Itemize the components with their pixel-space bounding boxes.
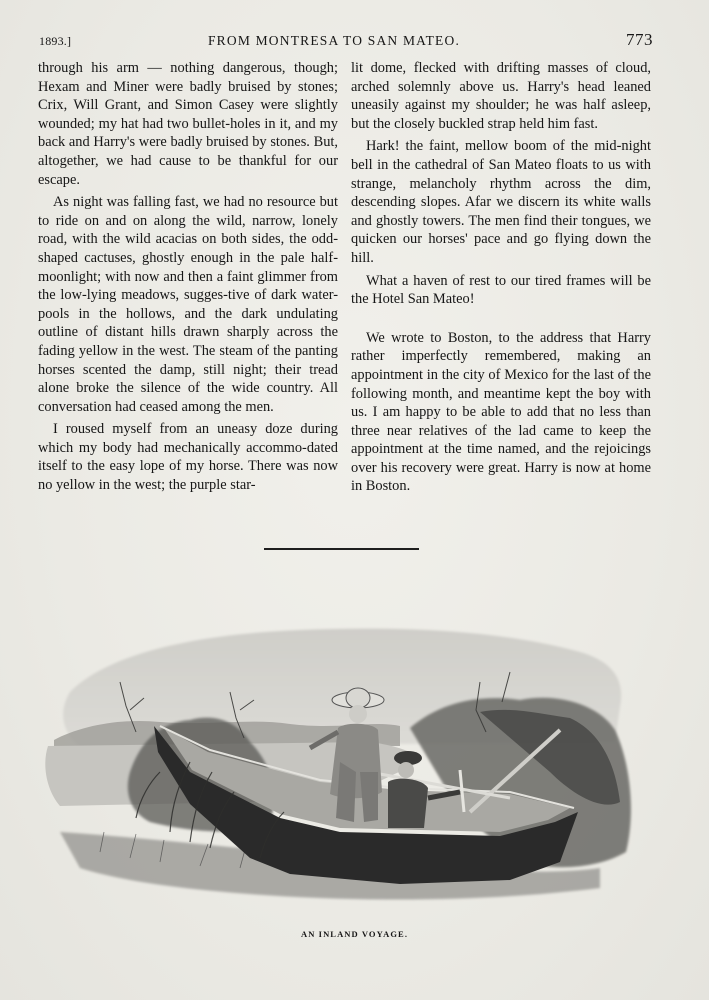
right-paragraph-3: What a haven of rest to our tired frames will be the Hotel San Mateo!: [351, 272, 651, 308]
right-paragraph-4: We wrote to Boston, to the address that Harry rather imperfectly remembered, making an appointment in the city of Mexico for the last of the following month, and meantime kept the boy with us. I am happy to be able to add that no less than three near relatives of the lad came to keep the appointment at the time named, and the rejoicings over his recovery were great. Harry is now at home in Boston.: [351, 329, 651, 495]
illustration-drawing: [40, 622, 640, 912]
right-column: [351, 59, 651, 496]
right-paragraph-1: lit dome, flecked with drifting masses of cloud, arched solemnly above us. Harry's head leaned uneasily against my shoulder; he was half asleep, but the closely buckled strap held him fast.: [351, 60, 651, 132]
left-paragraph-1: through his arm — nothing dangerous, though; Hexam and Miner were badly bruised by stones; Crix, Will Grant, and Simon Casey were slightly wounded; my hat had two bullet-holes in it, and my back and Harry's were badly bruised by stones. But, altogether, we had cause to be thankful for our escape.: [38, 60, 338, 188]
right-paragraph-2: Hark! the faint, mellow boom of the mid-night bell in the cathedral of San Mateo floats to us with strange, melancholy rhythm across the dim, descending slopes. Afar we discern its white walls and ghostly towers. The men find their tongues, we quicken our horses' pace and go flying down the hill.: [351, 138, 651, 266]
header-year: 1893.]: [39, 34, 72, 48]
header-title: FROM MONTRESA TO SAN MATEO.: [207, 33, 461, 48]
left-paragraph-2: As night was falling fast, we had no resource but to ride on and on along the wild, narrow, lonely road, with the wild acacias on both sides, the odd-shaped cactuses, ghostly enough in the pale half-moonlight; with now and then a faint glimmer from the low-lying meadows, sugges-tive of dark water-pools in the hollows, and the dark undulating outline of distant hills drawn sharply across the fading yellow in the west. The steam of the panting horses scented the damp, still night; their tread alone broke the silence of the wide country. All conversation had ceased among the men.: [38, 194, 338, 415]
section-divider-rule: [264, 548, 419, 550]
left-paragraph-3: I roused myself from an uneasy doze during which my body had mechanically accommo-dated itself to the easy lope of my horse. There was now no yellow in the west; the purple star-: [38, 421, 338, 494]
illustration-caption: AN INLAND VOYAGE.: [300, 929, 409, 939]
left-column: [38, 59, 338, 495]
running-head: [39, 32, 655, 56]
page-number: 773: [626, 30, 653, 49]
illustration-inland-voyage: [40, 622, 640, 912]
